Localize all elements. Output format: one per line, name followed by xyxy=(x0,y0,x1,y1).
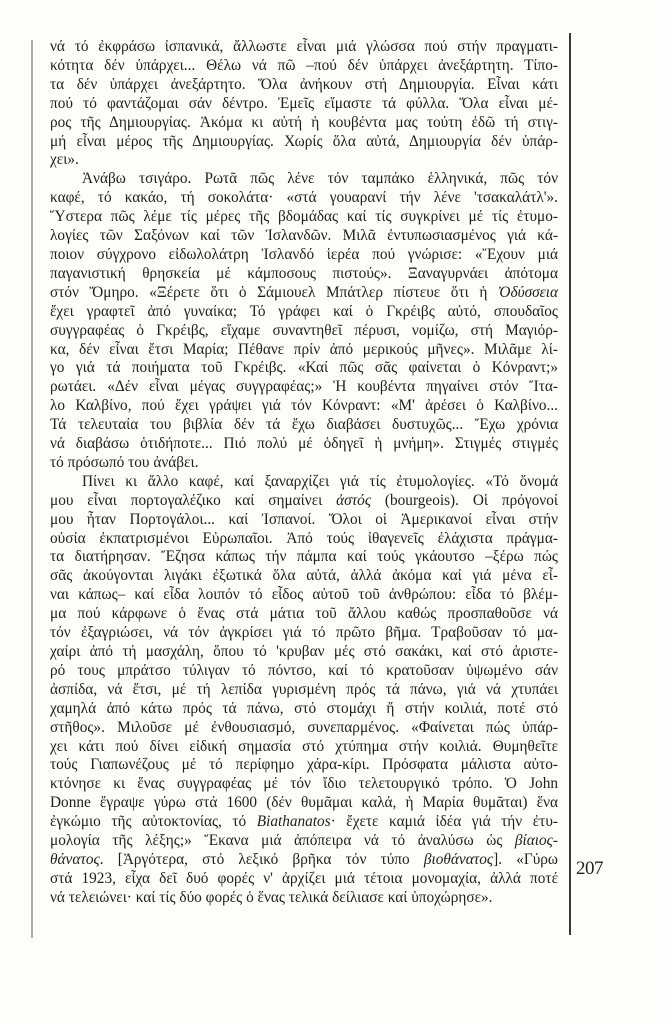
text-line: μου εἶναι πορτογαλέζικο καί σημαίνει ἀστός (bourgeois). Οἱ πρόγονοί xyxy=(50,491,558,509)
text-line: στόν Ὅμηρο. «Ξέρετε ὅτι ὁ Σάμιουελ Μπάτλερ πίστευε ὅτι ἡ Ὀδύσσεια xyxy=(50,283,558,301)
text-line: χαμηλά ἀπό κάτω πρός τά πάνω, στό στομάχι ἤ στήν κοιλιά, ποτέ στό xyxy=(50,699,558,717)
text-line: τόν ἐξαγριώσει, νά τόν ἀγκρίσει γιά τό πρῶτο βῆμα. Τραβοῦσαν τό μα- xyxy=(50,624,558,642)
text-line: στῆθος». Μιλοῦσε μέ ἐνθουσιασμό, συνεπαρμένος. «Φαίνεται πώς ὑπάρ- xyxy=(50,718,558,736)
text-line: χει». xyxy=(50,151,79,169)
text-line: σᾶς ἀκούγονται λιγάκι ἐξωτικά ὅλα αὐτά, ἀλλά ἀκόμα καί γιά μένα εἶ- xyxy=(50,567,558,585)
text-line: ἔχει γραφτεῖ ἀπό γυναίκα; Τό γράφει καί ὁ Γκρέιβς αὐτό, σπουδαῖος xyxy=(50,302,558,320)
text-line: ἐγκώμιο τῆς αὐτοκτονίας, τό Biathanatos· ἔχετε καμιά ἰδέα γιά τήν ἐτυ- xyxy=(50,813,558,831)
text-line: ρό τους μπράτσο τύλιγαν τό πόντσο, καί τό κρατοῦσαν ὑψωμένο σάν xyxy=(50,661,558,679)
text-line: λογίες τῶν Σαξόνων καί τῶν Ἰσλανδῶν. Μιλᾶ ἐντυπωσιασμένος γιά κά- xyxy=(50,227,558,245)
text-line: χει κάτι πού δίνει εἰδική σημασία στό χτύπημα στήν κοιλιά. Θυμηθεῖτε xyxy=(50,737,558,755)
text-line: νά τό ἐκφράσω ἰσπανικά, ἄλλωστε εἶναι μιά γλώσσα πού στήν πραγματι- xyxy=(50,38,558,55)
text-line: Τά τελευταία του βιβλία δέν τά ἔχω διαβάσει δυστυχῶς... Ἔχω χρόνια xyxy=(50,416,558,434)
text-line: κτόνησε κι ἕνας συγγραφέας μέ τόν ἴδιο τελετουργικό τρόπο. Ὁ John xyxy=(50,775,558,793)
text-line: κότητα δέν ὑπάρχει... Θέλω νά πῶ –πού δέν ὑπάρχει ἀνεξάρτητη. Τίπο- xyxy=(50,56,558,74)
text-line: χαίρι ἀπό τή μασχάλη, ὅπου τό 'κρυβαν μές στό σακάκι, καί στό ἀριστε- xyxy=(50,643,558,660)
text-line: μολογία τῆς λέξης;» Ἔκανα μιά ἀπόπειρα νά τό ἀναλύσω ὡς βίαιος- xyxy=(50,832,558,850)
text-line: στά 1923, εἶχα δεῖ δυό φορές ν' ἀρχίζει μιά τέτοια μονομαχία, ἀλλά ποτέ xyxy=(50,869,558,887)
text-line: Ἀνάβω τσιγάρο. Ρωτᾶ πῶς λένε τόν ταμπάκο ἑλληνικά, πῶς τόν xyxy=(82,170,558,188)
text-line: Ὕστερα πῶς λέμε τίς μέρες τῆς βδομάδας καί τίς συγκρίνει μέ τίς ἐτυμο- xyxy=(50,208,558,226)
text-line: τό πρόσωπό του ἀνάβει. xyxy=(50,453,199,471)
page-number: 207 xyxy=(576,858,603,879)
text-line: γο γιά τά ποιήματα τοῦ Γκρέιβς. «Καί πῶς σᾶς φαίνεται ὁ Κόνραντ;» xyxy=(50,359,558,377)
text-line: μα πού κάρφωνε ὁ ἕνας στά μάτια τοῦ ἄλλου καθώς προσπαθοῦσε νά xyxy=(50,605,558,623)
text-line: μου ἦταν Πορτογάλοι... καί Ἰσπανοί. Ὅλοι οἱ Ἀμερικανοί εἶναι στήν xyxy=(50,510,558,528)
text-line: λο Καλβίνο, πού ἔχει γράψει γιά τόν Κόνραντ: «Μ' ἀρέσει ὁ Καλβίνο... xyxy=(50,397,558,415)
right-margin-rule xyxy=(569,33,571,935)
text-line: τα διατήρησαν. Ἔζησα κάπως τήν πάμπα καί τούς γκάουτσο –ξέρω πώς xyxy=(50,548,558,566)
text-line: ναι κάπως– καί εἶδα λοιπόν τό εἶδος αὐτοῦ τοῦ ἀνθρώπου: εἶδα τό βλέμ- xyxy=(50,586,558,604)
text-line: ἀσπίδα, νά ἔτσι, μέ τή λεπίδα γυρισμένη πρός τά πάνω, γιά νά χτυπάει xyxy=(50,680,558,698)
text-line: ρος τῆς Δημιουργίας. Ἀκόμα κι αὐτή ἡ κουβέντα μας τούτη ἐδῶ τή στιγ- xyxy=(50,113,558,131)
text-line: καφέ, τό κακάο, τή σοκολάτα· «στά γουαρανί τήν λένε 'τσακαλάτλ'». xyxy=(50,189,558,207)
text-line: Donne ἔγραψε γύρω στά 1600 (δέν θυμᾶμαι καλά, ἡ Μαρία θυμᾶται) ἕνα xyxy=(50,794,558,812)
text-line: μή εἶναι μέρος τῆς Δημιουργίας. Χωρίς ὅλα αὐτά, Δημιουργία δέν ὑπάρ- xyxy=(50,132,558,150)
text-line: πού τό φαντάζομαι σάν δέντρο. Ἐμεῖς εἴμαστε τά φύλλα. Ὅλα εἶναι μέ- xyxy=(50,94,558,112)
text-line: κα, δέν εἶναι ἔτσι Μαρία; Πέθανε πρίν ἀπό μερικούς μῆνες». Μιλᾶμε λί- xyxy=(50,340,558,358)
text-line: νά τελειώνει· καί τίς δύο φορές ὁ ἕνας τελικά δείλιασε καί ὑποχώρησε». xyxy=(50,888,493,906)
left-margin-rule xyxy=(31,40,33,938)
text-line: θάνατος. [Ἀργότερα, στό λεξικό βρῆκα τόν τύπο βιοθάνατος]. «Γύρω xyxy=(50,850,558,868)
text-line: ρωτάει. «Δέν εἶναι μέγας συγγραφέας;» Ἡ κουβέντα πηγαίνει στόν Ἴτα- xyxy=(50,378,558,396)
text-line: τούς Γιαπωνέζους μέ τό περίφημο χάρα-κίρι. Πρόσφατα μάλιστα αὐτο- xyxy=(50,756,558,774)
text-line: τα δέν ὑπάρχει ἀνεξάρτητο. Ὅλα ἀνήκουν στή Δημιουργία. Εἶναι κάτι xyxy=(50,75,558,93)
text-line: ποιον σύγχρονο εἰδωλολάτρη Ἰσλανδό ἱερέα πού γνώρισε: «Ἔχουν μιά xyxy=(50,245,558,263)
text-line: παγανιστική θρησκεία μέ κάμποσους πιστούς». Ξαναγυρνάει ἀπότομα xyxy=(50,264,558,282)
text-line: νά διαβάσω ὁτιδήποτε... Πιό πολύ μέ ὁδηγεῖ ἡ μνήμη». Στιγμές στιγμές xyxy=(50,435,558,453)
text-line: Πίνει κι ἄλλο καφέ, καί ξαναρχίζει γιά τίς ἐτυμολογίες. «Τό ὄνομά xyxy=(82,472,558,490)
text-line: οὐσία ἐκπατρισμένοι Εὐρωπαῖοι. Ἀπό τούς ἰθαγενεῖς ἐλάχιστα πράγμα- xyxy=(50,529,558,547)
body-text xyxy=(50,38,558,908)
text-line: συγγραφέας ὁ Γκρέιβς, εἴχαμε συναντηθεῖ πέρυσι, νομίζω, στή Μαγιόρ- xyxy=(50,321,558,339)
